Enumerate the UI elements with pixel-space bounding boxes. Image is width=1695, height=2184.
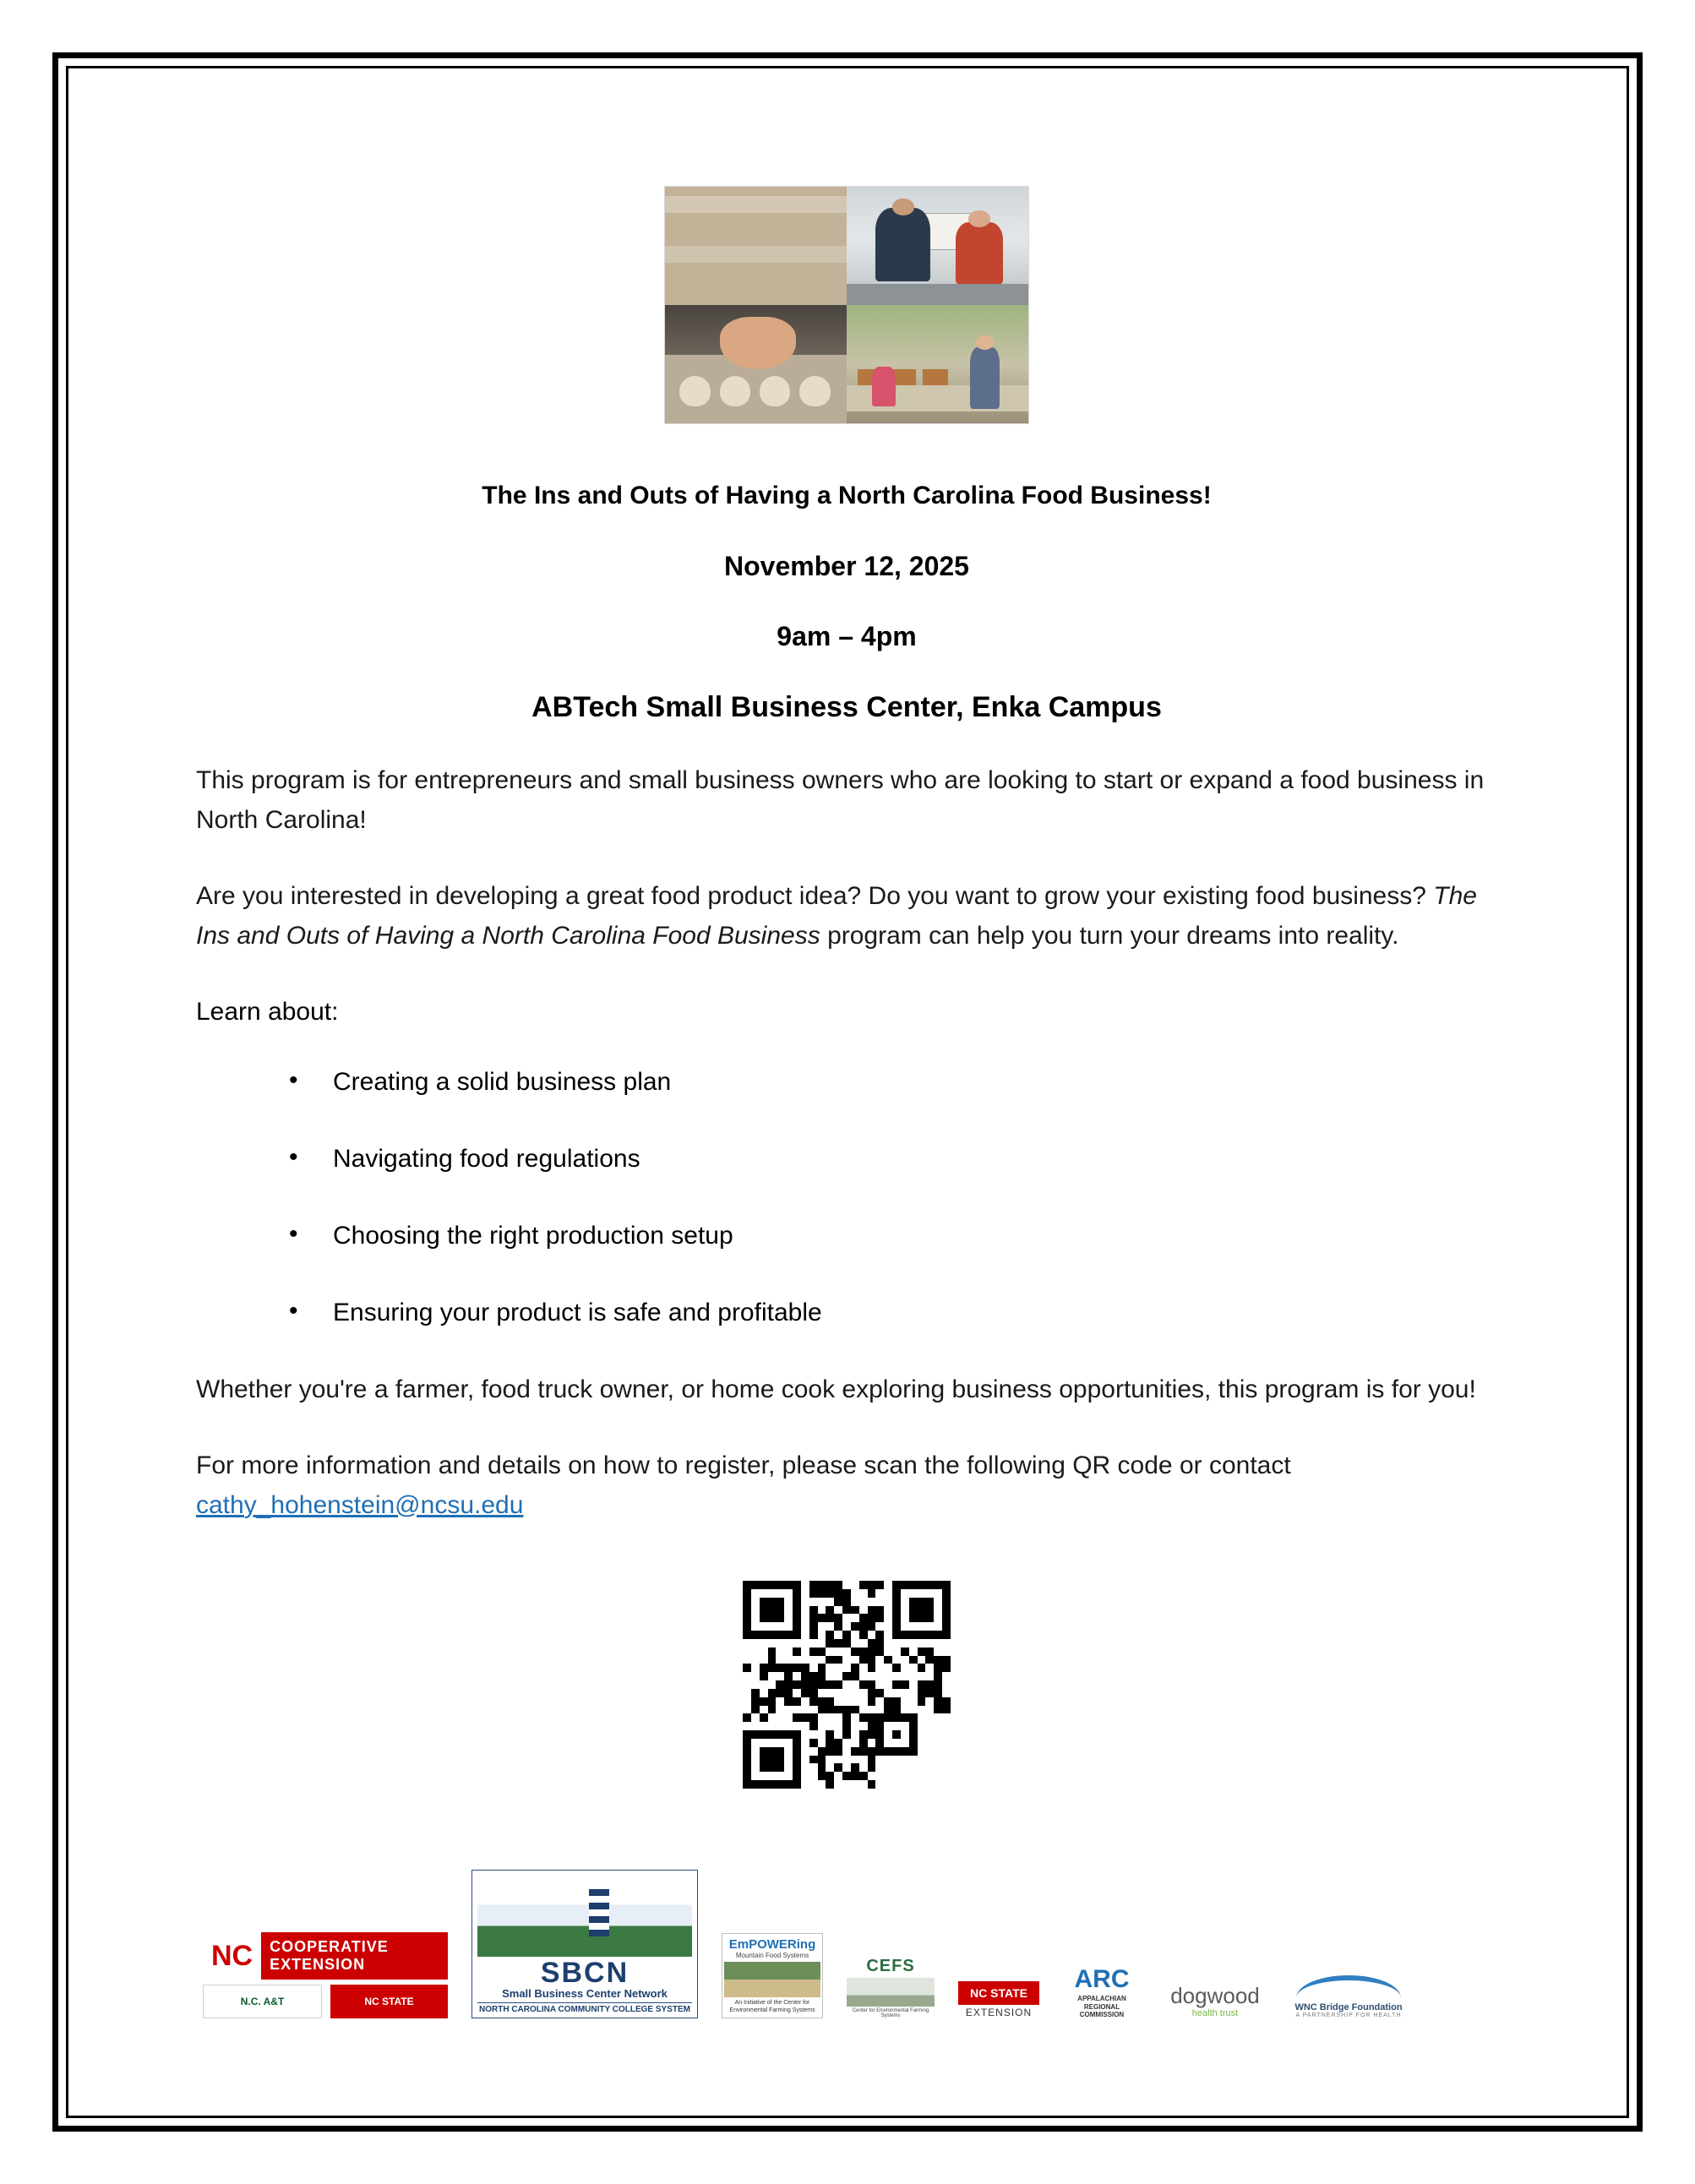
photo-collage — [664, 186, 1029, 424]
empowering-footer: An Initiative of the Center for Environmental Farming Systems — [729, 2000, 815, 2013]
market-person-right-head — [968, 210, 990, 227]
sbcn-wordmark: SBCN — [540, 1957, 629, 1989]
registration-paragraph — [196, 1446, 1497, 1525]
registration-text: For more information and details on how to register, please scan the following QR code or contact — [196, 1451, 1291, 1479]
market-counter — [847, 284, 1028, 305]
logo-wnc-bridge-foundation — [1289, 1975, 1408, 2018]
empowering-title: EmPOWERing — [728, 1937, 816, 1953]
event-time: 9am – 4pm — [777, 621, 917, 651]
sponsor-logos — [196, 1870, 1497, 2018]
nc-coop-wordmark — [261, 1938, 389, 1973]
nc-state-logo: NC STATE — [330, 1985, 448, 2018]
logo-nc-cooperative-extension — [203, 1932, 448, 2018]
intro-paragraph: This program is for entrepreneurs and small business owners who are looking to start or expand a food business in North Carolina! — [196, 766, 1485, 834]
arc-wordmark: ARC — [1074, 1965, 1130, 1994]
shopper-child — [872, 367, 896, 407]
sbcn-footer: NORTH CAROLINA COMMUNITY COLLEGE SYSTEM — [477, 2002, 692, 2014]
market-person-left — [875, 208, 930, 281]
list-item: • Navigating food regulations — [289, 1140, 1497, 1178]
list-item: • Ensuring your product is safe and profitable — [289, 1294, 1497, 1332]
nc-state-extension-label: EXTENSION — [965, 2007, 1033, 2018]
dough-ball — [720, 376, 751, 406]
arc-subtitle: APPALACHIAN REGIONAL COMMISSION — [1077, 1995, 1126, 2018]
logo-empowering — [722, 1933, 823, 2018]
pitch-text-before: Are you interested in developing a great food product idea? Do you want to grow your existing food business? — [196, 882, 1434, 910]
photo-farmers-market-shoppers — [847, 305, 1028, 423]
event-title: The Ins and Outs of Having a North Carolina Food Business! — [482, 482, 1212, 509]
logo-nc-state-extension — [958, 1981, 1039, 2018]
dough-ball — [760, 376, 791, 406]
event-date: November 12, 2025 — [724, 551, 969, 581]
lighthouse-icon — [589, 1882, 609, 1936]
baker-hands — [720, 317, 796, 369]
contact-email-link[interactable]: cathy_hohenstein@ncsu.edu — [196, 1490, 524, 1519]
program-name-italic: The Ins and Outs of Having a North Carolina Food Business — [196, 882, 1477, 950]
list-item: • Choosing the right production setup — [289, 1217, 1497, 1255]
photo-jars-of-preserves — [665, 187, 847, 305]
market-person-left-head — [892, 199, 914, 215]
learn-about-list — [196, 1063, 1497, 1332]
nc-at-logo: N.C. A&T — [203, 1985, 322, 2018]
empowering-subtitle: Mountain Food Systems — [735, 1952, 809, 1960]
sbcn-lighthouse-art — [477, 1876, 692, 1957]
dogwood-subtitle: health trust — [1191, 2008, 1239, 2018]
empowering-photo — [724, 1962, 820, 1997]
cefs-photo — [847, 1978, 935, 2007]
qr-code-image[interactable] — [743, 1581, 951, 1789]
shopper-adult — [970, 347, 999, 409]
produce-crate — [923, 369, 948, 386]
nc-coop-line2: EXTENSION — [270, 1956, 366, 1973]
logo-dogwood-health-trust — [1164, 1985, 1266, 2018]
market-person-right — [956, 222, 1003, 284]
pitch-paragraph — [196, 877, 1497, 956]
dogwood-wordmark: dogwood — [1170, 1983, 1260, 2008]
flyer-content — [196, 127, 1497, 2018]
cefs-footer: Center for Environmental Farming Systems — [852, 2008, 929, 2018]
photo-collage-wrapper — [196, 186, 1497, 424]
sbcn-subtitle: Small Business Center Network — [502, 1987, 668, 2000]
list-item: • Creating a solid business plan — [289, 1063, 1497, 1101]
dough-ball — [679, 376, 711, 406]
nc-state-wordmark: NC STATE — [958, 1981, 1039, 2005]
nc-coop-partner-marks — [203, 1985, 448, 2018]
event-location: ABTech Small Business Center, Enka Campus — [531, 691, 1162, 723]
learn-about-label: Learn about: — [196, 998, 339, 1026]
logo-arc — [1063, 1967, 1141, 2018]
logo-sbcn — [471, 1870, 698, 2018]
photo-hands-shaping-dough — [665, 305, 847, 423]
nc-coop-nc-mark: NC — [203, 1932, 261, 1980]
cefs-wordmark: CEFS — [866, 1957, 915, 1975]
logo-cefs — [847, 1957, 935, 2018]
qr-code-wrapper — [196, 1581, 1497, 1789]
photo-market-vendors — [847, 187, 1028, 305]
nc-coop-banner — [203, 1932, 448, 1980]
dough-ball — [799, 376, 831, 406]
audience-paragraph: Whether you're a farmer, food truck owner, or home cook exploring business opportunities, this program is for you! — [196, 1375, 1476, 1403]
bridge-icon — [1296, 1975, 1401, 2002]
pitch-text-after: program can help you turn your dreams into reality. — [820, 921, 1399, 950]
wnc-tagline: A PARTNERSHIP FOR HEALTH — [1295, 2012, 1402, 2018]
nc-coop-line1: COOPERATIVE — [270, 1938, 389, 1956]
wnc-wordmark: WNC Bridge Foundation — [1294, 2002, 1403, 2012]
